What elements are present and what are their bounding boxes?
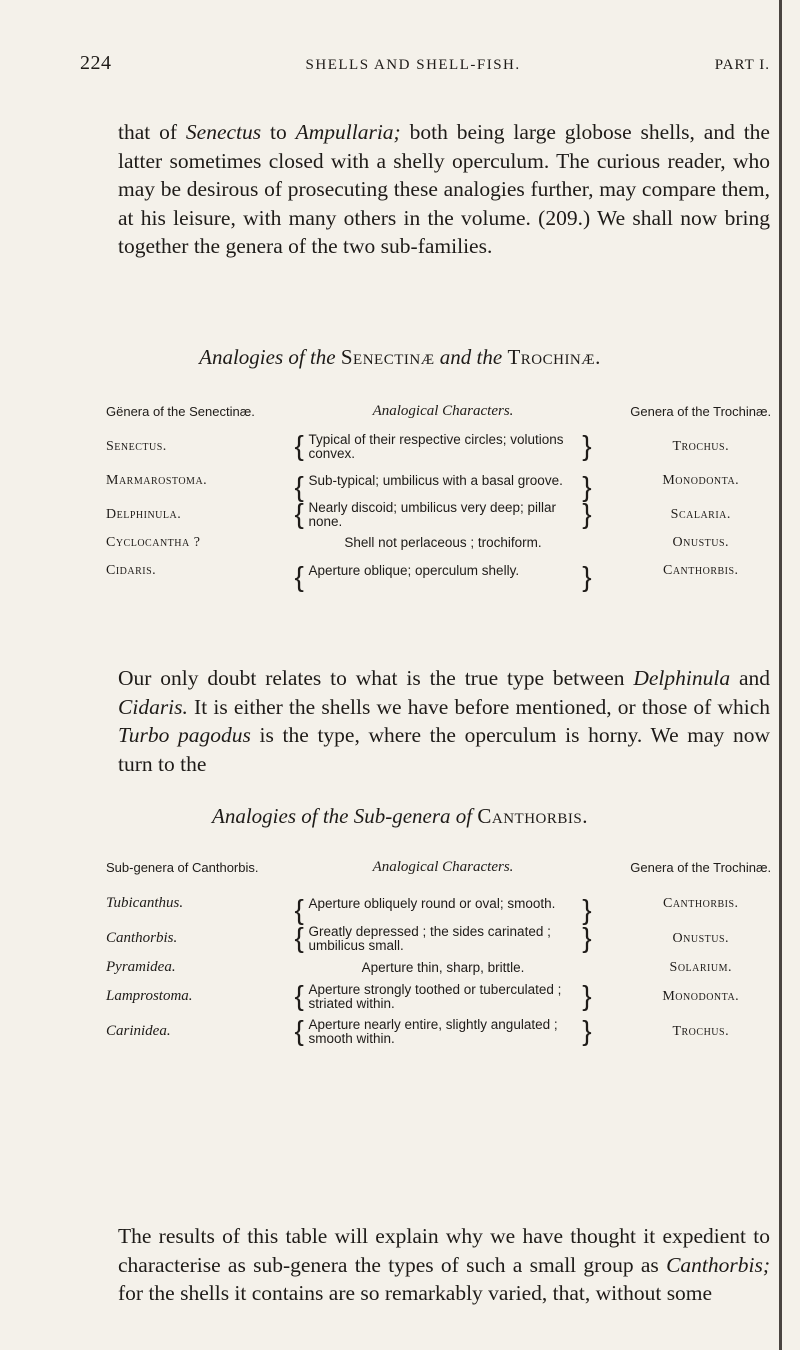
genus-right: Onustus. — [672, 930, 730, 946]
character-text: { Nearly discoid; umbilicus very deep; pillar none. } — [294, 501, 591, 529]
header-middle: Analogical Characters. — [372, 858, 514, 875]
character-text: Aperture thin, sharp, brittle. — [361, 959, 525, 975]
table-1-title — [0, 345, 800, 370]
character-cell — [294, 433, 591, 461]
text-run: both being large globose shells, and the latter sometimes closed with a shelly operculum. The curious reader, who may be desirous of prosecuting these analogies further, may compare them, at his leisure, with many others in the volume. (209.) We shall now bring together the genera of the two sub-families. — [118, 120, 770, 258]
subgenus-left: Carinidea. — [106, 1023, 171, 1039]
part-label: PART I. — [714, 57, 770, 73]
paragraph-3 — [118, 1222, 770, 1308]
analogy-table-2 — [100, 848, 780, 1049]
italic-term: Canthorbis; — [666, 1252, 770, 1277]
genus-right: Onustus. — [672, 535, 730, 550]
genus-right: Monodonta. — [662, 988, 740, 1004]
character-cell — [294, 501, 591, 529]
paragraph-2 — [118, 664, 770, 778]
header-middle: Analogical Characters. — [372, 402, 514, 419]
table-row — [100, 498, 780, 532]
running-title: SHELLS AND SHELL-FISH. — [305, 57, 521, 73]
text-run: Our only doubt relates to what is the true type between — [118, 666, 634, 690]
title-smallcaps: Trochinæ. — [507, 345, 601, 369]
title-italic: Analogies of the — [199, 345, 336, 369]
table-header — [100, 848, 780, 886]
genus-left: Marmarostoma. — [106, 473, 208, 488]
character-text: { Typical of their respective circles; volutions convex. } — [294, 433, 591, 461]
table-row — [100, 956, 780, 979]
subgenus-left: Pyramidea. — [106, 959, 176, 975]
header-left: Gënera of the Senectinæ. — [106, 403, 255, 419]
genus-left: Cidaris. — [106, 563, 157, 578]
table-header — [100, 392, 780, 430]
text-run: for the shells it contains are so remarkably varied, that, without some — [118, 1281, 713, 1305]
table-row — [100, 532, 780, 554]
page-edge-rule — [779, 0, 782, 1350]
table-row — [100, 979, 780, 1014]
genus-left: Delphinula. — [106, 507, 182, 522]
genus-right: Solarium. — [669, 959, 732, 975]
table-row — [100, 921, 780, 956]
text-run: It is either the shells we have before mentioned, or those of which — [187, 694, 770, 719]
genus-right: Trochus. — [672, 1023, 730, 1039]
character-cell — [294, 474, 591, 488]
genus-left: Senectus. — [106, 439, 167, 454]
paragraph-1 — [118, 118, 770, 261]
italic-term: Delphinula — [633, 666, 731, 690]
character-cell — [294, 983, 591, 1011]
character-text: { Sub-typical; umbilicus with a basal groove. } — [294, 474, 591, 488]
character-text: { Aperture strongly toothed or tuberculated ; striated within. } — [294, 983, 591, 1011]
character-cell — [294, 564, 591, 578]
character-cell — [294, 925, 591, 953]
character-text: Shell not perlaceous ; trochiform. — [344, 535, 542, 550]
character-text: { Aperture oblique; operculum shelly. } — [294, 564, 591, 578]
header-right: Genera of the Trochinæ. — [630, 403, 772, 419]
italic-term: Senectus — [185, 120, 262, 144]
genus-right: Canthorbis. — [662, 563, 739, 578]
table-2-title — [0, 804, 800, 829]
table-row — [100, 1014, 780, 1049]
subgenus-left: Lamprostoma. — [106, 988, 193, 1004]
genus-right: Scalaria. — [670, 507, 731, 522]
italic-term: Cidaris. — [118, 694, 188, 719]
genus-right: Canthorbis. — [662, 895, 739, 911]
italic-term: Ampullaria; — [295, 120, 401, 144]
genus-left: Cyclocantha ? — [106, 535, 201, 550]
table-row — [100, 430, 780, 464]
character-cell — [294, 961, 591, 975]
text-run: is the type, where the operculum is horny. We may now turn to the — [118, 723, 770, 776]
character-text: { Aperture nearly entire, slightly angulated ; smooth within. } — [294, 1018, 591, 1046]
analogy-table-1 — [100, 392, 780, 588]
table-row — [100, 886, 780, 921]
header-left: Sub-genera of Canthorbis. — [106, 859, 259, 875]
subgenus-left: Tubicanthus. — [106, 895, 184, 911]
text-run: to — [261, 120, 296, 144]
subgenus-left: Canthorbis. — [106, 930, 178, 946]
title-italic: Analogies of the Sub-genera of — [212, 804, 473, 828]
character-cell — [294, 897, 591, 911]
genus-right: Trochus. — [672, 439, 730, 454]
header-right: Genera of the Trochinæ. — [630, 859, 772, 875]
table-row — [100, 464, 780, 498]
character-cell — [294, 1018, 591, 1046]
text-run: and — [730, 666, 770, 690]
genus-right: Monodonta. — [662, 473, 740, 488]
character-text: { Aperture obliquely round or oval; smooth. } — [294, 897, 591, 911]
title-smallcaps: Canthorbis. — [477, 804, 588, 828]
page-number: 224 — [80, 52, 112, 74]
title-smallcaps: Senectinæ — [340, 345, 435, 369]
table-row — [100, 554, 780, 588]
character-text: { Greatly depressed ; the sides carinated ; umbilicus small. } — [294, 925, 591, 953]
title-italic: and the — [439, 345, 503, 369]
italic-term: Turbo pagodus — [118, 723, 251, 747]
text-run: that of — [118, 120, 186, 144]
character-cell — [294, 536, 591, 550]
text-run: The results of this table will explain why we have thought it expedient to characterise as sub-genera the types of such a small group as — [118, 1224, 770, 1277]
running-head — [80, 52, 770, 75]
